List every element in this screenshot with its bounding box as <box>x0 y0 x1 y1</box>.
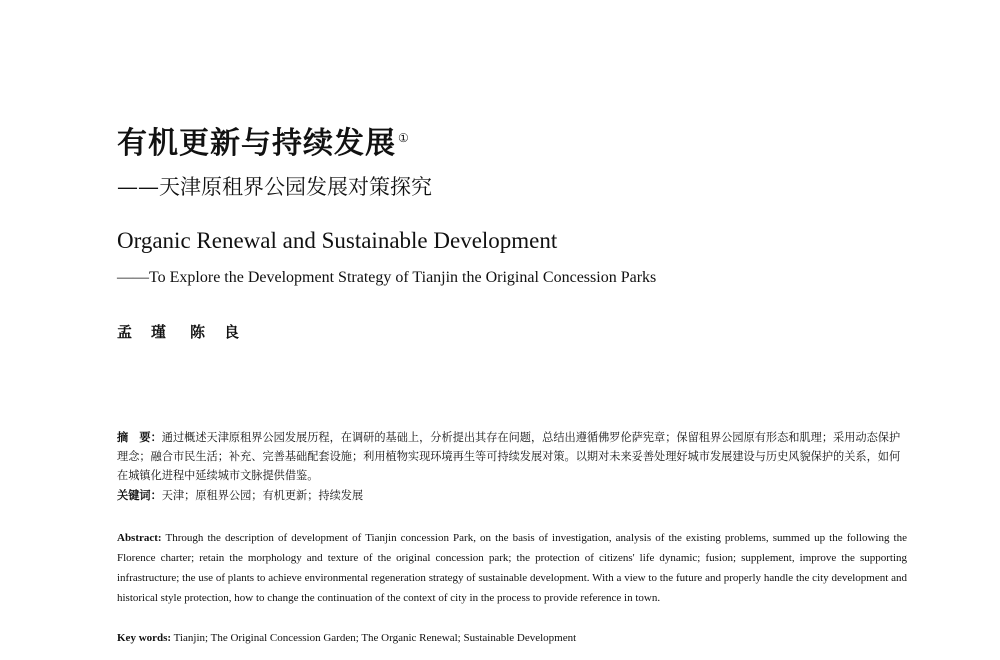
abstract-chinese-label: 摘 要： <box>117 430 162 444</box>
abstract-english <box>117 528 907 608</box>
keywords-english <box>117 632 576 644</box>
keywords-chinese-label: 关键词： <box>117 488 162 502</box>
author-name: 陈 良 <box>190 323 242 341</box>
paper-title-english: Organic Renewal and Sustainable Development <box>117 228 558 253</box>
author-name: 孟 瑾 <box>117 323 169 341</box>
keywords-english-text: Tianjin; The Original Concession Garden; The Organic Renewal; Sustainable Development <box>171 632 577 644</box>
title-footnote-marker: ① <box>398 131 410 145</box>
keywords-chinese <box>117 487 363 503</box>
abstract-english-label: Abstract: <box>117 532 162 544</box>
abstract-chinese <box>117 428 907 485</box>
keywords-english-label: Key words: <box>117 632 172 644</box>
paper-title-chinese-text: 有机更新与持续发展 <box>117 126 396 161</box>
abstract-english-text: Through the description of development of Tianjin concession Park, on the basis of investigation, analysis of the existing problems, summed up the following the Florence charter; retain the morphology and texture of the original concession park; the protection of citizens' life dynamic; fusion; supplement, improve the supporting infrastructure; the use of plants to achieve environmental regeneration strategy of sustainable development. With a view to the future and properly handle the city development and historical style protection, how to change the continuation of the context of city in the process to provide reference in town. <box>117 532 907 604</box>
paper-title-chinese <box>117 118 410 162</box>
abstract-chinese-text: 通过概述天津原租界公园发展历程，在调研的基础上，分析提出其存在问题，总结出遵循佛罗伦萨宪章；保留租界公园原有形态和肌理；采用动态保护理念；融合市民生活；补充、完善基础配套设施；利用植物实现环境再生等可持续发展对策。以期对未来妥善处理好城市发展建设与历史风貌保护的关系，如何在城镇化进程中延续城市文脉提供借鉴。 <box>117 431 901 482</box>
keywords-chinese-text: 天津；原租界公园；有机更新；持续发展 <box>161 489 364 502</box>
author-list <box>117 321 263 342</box>
paper-subtitle-chinese: ——天津原租界公园发展对策探究 <box>117 175 432 199</box>
paper-subtitle-english: ——To Explore the Development Strategy of Tianjin the Original Concession Parks <box>117 269 657 286</box>
